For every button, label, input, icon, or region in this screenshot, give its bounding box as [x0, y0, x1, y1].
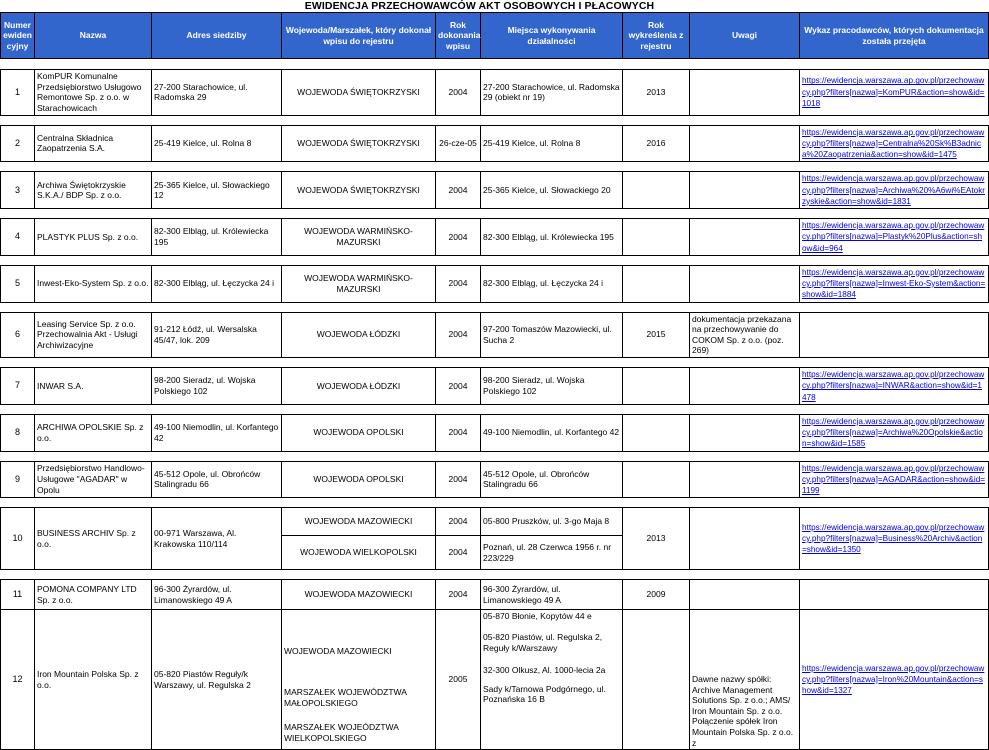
row-rok: 2004 — [436, 508, 481, 536]
row-miejsca: 97-200 Tomaszów Mazowiecki, ul. Sucha 2 — [481, 312, 623, 358]
table-row — [1, 508, 989, 536]
table-row — [1, 610, 989, 750]
col-woj: Wojewoda/Marszałek, który dokonał wpisu do rejestru — [282, 13, 436, 59]
row-wykr: 2009 — [623, 580, 690, 610]
row-link[interactable]: https://ewidencja.warszawa.ap.gov.pl/przechowawcy.php?filters[nazwa]=Archiwa%20Opolskie&action=show&id=1585 — [802, 416, 985, 449]
row-addr: 27-200 Starachowice, ul. Radomska 29 — [152, 70, 282, 116]
header-row — [1, 13, 989, 59]
row-woj: MARSZAŁEK WOJEWÓDZTWA MAŁOPOLSKIEGO — [284, 686, 407, 708]
row-name: KomPUR Komunalne Przedsiębiorstwo Usługowo Remontowe Sp. z o.o. w Starachowicach — [35, 70, 152, 116]
row-addr: 91-212 Łódź, ul. Wersalska 45/47, lok. 209 — [152, 312, 282, 358]
records-table — [0, 12, 989, 750]
row-link[interactable]: https://ewidencja.warszawa.ap.gov.pl/przechowawcy.php?filters[nazwa]=Inwest-Eko-System&action=show&id=1884 — [802, 267, 986, 300]
row-wykr — [623, 368, 690, 405]
table-row — [1, 461, 989, 498]
row-miejsca: 98-200 Sieradz, ul. Wojska Polskiego 102 — [481, 368, 623, 405]
row-rok: 2004 — [436, 580, 481, 610]
row-num: 9 — [1, 461, 35, 498]
row-woj: WOJEWODA MAZOWIECKI — [282, 580, 436, 610]
row-miejsca: 27-200 Starachowice, ul. Radomska 29 (obiekt nr 19) — [481, 70, 623, 116]
row-woj: WOJEWODA WARMIŃSKO-MAZURSKI — [282, 265, 436, 302]
row-num: 6 — [1, 312, 35, 358]
row-woj: MARSZAŁEK WOJEÓDZTWA WIELKOPOLSKIEGO — [284, 722, 399, 743]
table-row — [1, 125, 989, 162]
row-uwagi — [690, 70, 800, 116]
row-name: ARCHIWA OPOLSKIE Sp. z o.o. — [35, 414, 152, 451]
row-addr: 98-200 Sieradz, ul. Wojska Polskiego 102 — [152, 368, 282, 405]
row-miejsca-2: Poznań, ul. 28 Czerwca 1956 r. nr 223/229 — [481, 536, 623, 570]
row-link[interactable]: https://ewidencja.warszawa.ap.gov.pl/przechowawcy.php?filters[nazwa]=Plastyk%20Plus&action=show&id=964 — [802, 221, 985, 253]
row-name: Leasing Service Sp. z o.o. Przechowalnia Akt - Usługi Archiwizacyjne — [35, 312, 152, 358]
col-name: Nazwa — [35, 13, 152, 59]
row-uwagi: Dawne nazwy spółki: Archive Management Solutions Sp. z o.o.; AMS/ Iron Mountain Sp. z o.o. Połączenie spółek Iron Mountain Polska Sp. z o.o. z — [690, 610, 800, 750]
row-miejsca: 05-820 Piastów, ul. Regulska 2, Reguły k/Warszawy — [483, 631, 603, 653]
row-link[interactable]: https://ewidencja.warszawa.ap.gov.pl/przechowawcy.php?filters[nazwa]=Business%20Archiv&action=show&id=1350 — [802, 522, 985, 555]
row-name: POMONA COMPANY LTD Sp. z o.o. — [35, 580, 152, 610]
row-name: Inwest-Eko-System Sp. z o.o. — [35, 265, 152, 302]
row-num: 12 — [1, 610, 35, 750]
row-num: 10 — [1, 508, 35, 570]
row-uwagi — [690, 219, 800, 256]
row-addr: 25-365 Kielce, ul. Słowackiego 12 — [152, 172, 282, 209]
row-woj: WOJEWODA WARMIŃSKO-MAZURSKI — [282, 219, 436, 256]
row-rok: 2004 — [436, 70, 481, 116]
row-wykr — [623, 172, 690, 209]
row-woj: WOJEWODA MAZOWIECKI — [282, 508, 436, 536]
table-row — [1, 368, 989, 405]
row-name: PLASTYK PLUS Sp. z o.o. — [35, 219, 152, 256]
row-num: 11 — [1, 580, 35, 610]
row-wykr — [623, 219, 690, 256]
row-link[interactable]: https://ewidencja.warszawa.ap.gov.pl/przechowawcy.php?filters[nazwa]=Centralna%20Sk%B3adnica%20Zaopatrzenia&action=show&id=1475 — [802, 127, 985, 159]
row-woj-2: WOJEWODA WIELKOPOLSKI — [282, 536, 436, 570]
col-addr: Adres siedziby — [152, 13, 282, 59]
row-num: 2 — [1, 125, 35, 162]
table-row — [1, 265, 989, 302]
table-row — [1, 172, 989, 209]
table-row — [1, 580, 989, 610]
row-addr: 96-300 Żyrardów, ul. Limanowskiego 49 A — [152, 580, 282, 610]
row-woj: WOJEWODA ŁÓDZKI — [282, 312, 436, 358]
row-addr: 82-300 Elbląg, ul. Królewiecka 195 — [152, 219, 282, 256]
row-addr: 05-820 Piastów Reguły/k Warszawy, ul. Regulska 2 — [152, 610, 282, 750]
row-woj: WOJEWODA ŚWIĘTOKRZYSKI — [282, 70, 436, 116]
row-name: BUSINESS ARCHIV Sp. z o.o. — [35, 508, 152, 570]
row-uwagi — [690, 461, 800, 498]
row-addr: 25-419 Kielce, ul. Rolna 8 — [152, 125, 282, 162]
row-woj: WOJEWODA OPOLSKI — [282, 461, 436, 498]
row-wykr — [623, 265, 690, 302]
row-miejsca: 45-512 Opole, ul. Obrońców Stalingradu 66 — [481, 461, 623, 498]
row-wykr — [623, 414, 690, 451]
row-num: 7 — [1, 368, 35, 405]
row-rok: 2004 — [436, 461, 481, 498]
row-woj: WOJEWODA MAZOWIECKI — [284, 646, 392, 657]
row-miejsca: 32-300 Olkusz, Al. 1000-lecia 2a — [483, 665, 606, 676]
row-rok: 2004 — [436, 368, 481, 405]
row-uwagi — [690, 414, 800, 451]
row-miejsca: 05-800 Pruszków, ul. 3-go Maja 8 — [481, 508, 623, 536]
row-name: Archiwa Świętokrzyskie S.K.A./ BDP Sp. z o.o. — [35, 172, 152, 209]
row-uwagi: dokumentacja przekazana na przechowywanie do COKOM Sp. z o.o. (poz. 269) — [690, 312, 800, 358]
row-name: Iron Mountain Polska Sp. z o.o. — [35, 610, 152, 750]
row-link[interactable]: https://ewidencja.warszawa.ap.gov.pl/przechowawcy.php?filters[nazwa]=Archiwa%20%A6wi%EAtokrzyskie&action=show&id=1831 — [802, 174, 986, 206]
row-num: 1 — [1, 70, 35, 116]
table-row — [1, 70, 989, 116]
row-link[interactable]: https://ewidencja.warszawa.ap.gov.pl/przechowawcy.php?filters[nazwa]=AGADAR&action=show&id=1199 — [802, 463, 986, 495]
row-name: INWAR S.A. — [35, 368, 152, 405]
table-row — [1, 219, 989, 256]
row-rok: 2004 — [436, 414, 481, 451]
row-link[interactable]: https://ewidencja.warszawa.ap.gov.pl/przechowawcy.php?filters[nazwa]=INWAR&action=show&id=1478 — [802, 370, 985, 402]
row-woj: WOJEWODA ŚWIĘTOKRZYSKI — [282, 125, 436, 162]
row-num: 8 — [1, 414, 35, 451]
row-rok: 2004 — [436, 219, 481, 256]
row-rok: 26-cze-05 — [436, 125, 481, 162]
row-num: 4 — [1, 219, 35, 256]
table-row — [1, 414, 989, 451]
row-woj: WOJEWODA ŚWIĘTOKRZYSKI — [282, 172, 436, 209]
row-link[interactable]: https://ewidencja.warszawa.ap.gov.pl/przechowawcy.php?filters[nazwa]=Iron%20Mountain&action=show&id=1327 — [802, 663, 985, 696]
row-uwagi — [690, 508, 800, 570]
col-rok-wpisu: Rok dokonania wpisu — [436, 13, 481, 59]
col-wykaz: Wykaz pracodawców, których dokumentacja została przejęta — [800, 13, 989, 59]
row-wykr: 2013 — [623, 70, 690, 116]
row-wykr: 2013 — [623, 508, 690, 570]
col-rok-wykr: Rok wykreślenia z rejestru — [623, 13, 690, 59]
row-name: Centralna Składnica Zaopatrzenia S.A. — [35, 125, 152, 162]
row-woj: WOJEWODA OPOLSKI — [282, 414, 436, 451]
row-miejsca: 25-365 Kielce, ul. Słowackiego 20 — [481, 172, 623, 209]
row-miejsca: 49-100 Niemodlin, ul. Korfantego 42 — [481, 414, 623, 451]
row-addr: 00-971 Warszawa, Al. Krakowska 110/114 — [152, 508, 282, 570]
col-miejsca: Miejsca wykonywania działalności — [481, 13, 623, 59]
row-uwagi — [690, 368, 800, 405]
row-name: Przedsiębiorstwo Handlowo-Usługowe "AGADAR" w Opolu — [35, 461, 152, 498]
col-num: Numer ewiden cyjny — [1, 13, 35, 59]
row-miejsca: 96-300 Żyrardów, ul. Limanowskiego 49 A — [481, 580, 623, 610]
row-addr: 82-300 Elbląg, ul. Łęczycka 24 i — [152, 265, 282, 302]
col-uwagi: Uwagi — [690, 13, 800, 59]
row-uwagi — [690, 580, 800, 610]
row-rok-2: 2004 — [436, 536, 481, 570]
row-uwagi — [690, 265, 800, 302]
row-wykr — [623, 461, 690, 498]
row-rok: 2004 — [436, 265, 481, 302]
row-uwagi — [690, 172, 800, 209]
row-miejsca: 25-419 Kielce, ul. Rolna 8 — [481, 125, 623, 162]
row-num: 3 — [1, 172, 35, 209]
row-uwagi — [690, 125, 800, 162]
page-title: EWIDENCJA PRZECHOWAWCÓW AKT OSOBOWYCH I PŁACOWYCH — [304, 0, 655, 12]
row-wykr: 2016 — [623, 125, 690, 162]
row-miejsca: 05-870 Błonie, Kopytów 44 e — [483, 611, 592, 622]
row-wykr — [623, 610, 690, 750]
row-addr: 49-100 Niemodlin, ul. Korfantego 42 — [152, 414, 282, 451]
row-miejsca: 82-300 Elbląg, ul. Łęczycka 24 i — [481, 265, 623, 302]
row-addr: 45-512 Opole, ul. Obrońców Stalingradu 66 — [152, 461, 282, 498]
row-rok: 2004 — [436, 312, 481, 358]
row-miejsca: 82-300 Elbląg, ul. Królewiecka 195 — [481, 219, 623, 256]
table-row — [1, 312, 989, 358]
row-link[interactable]: https://ewidencja.warszawa.ap.gov.pl/przechowawcy.php?filters[nazwa]=KomPUR&action=show&id=1018 — [802, 76, 985, 108]
row-num: 5 — [1, 265, 35, 302]
row-rok: 2004 — [436, 172, 481, 209]
row-woj: WOJEWODA ŁÓDZKI — [282, 368, 436, 405]
row-miejsca: Sady k/Tarnowa Podgórnego, ul. Poznańska 16 B — [483, 683, 606, 705]
row-rok: 2005 — [436, 610, 481, 750]
row-wykr: 2015 — [623, 312, 690, 358]
